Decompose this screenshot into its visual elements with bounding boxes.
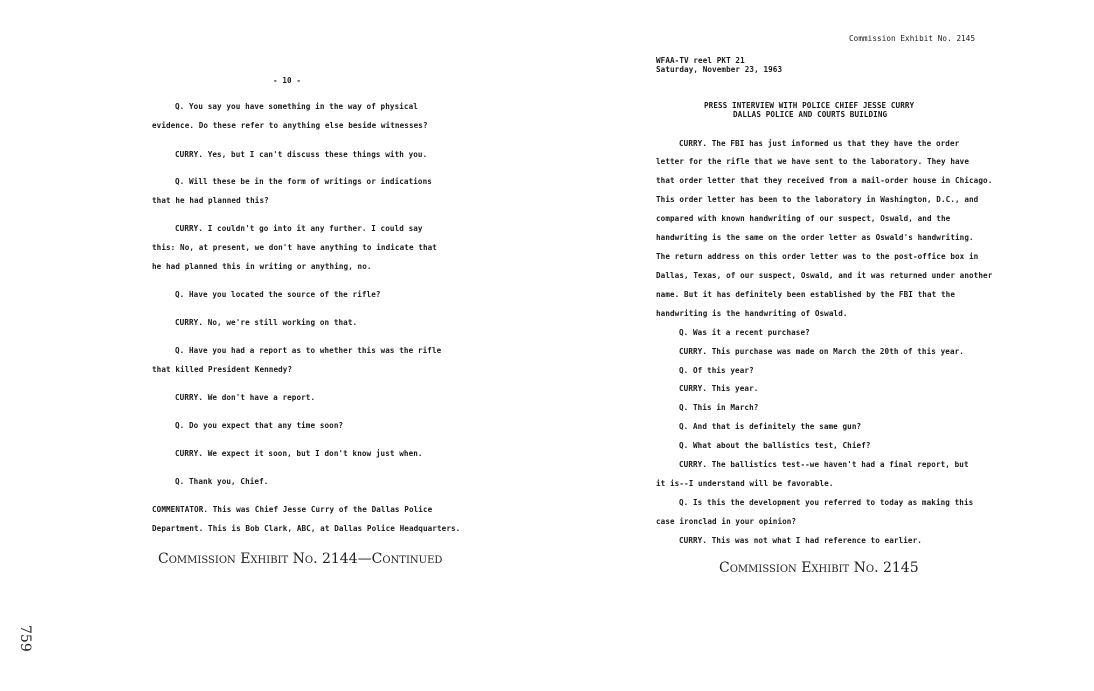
transcript-line: This order letter has been to the laboratory in Washington, D.C., and bbox=[656, 195, 979, 204]
exhibit-caption: Commission Exhibit No. 2145 bbox=[719, 560, 919, 576]
transcript-line: The return address on this order letter was to the post-office box in bbox=[656, 252, 979, 261]
transcript-line: compared with known handwriting of our suspect, Oswald, and the bbox=[656, 214, 951, 223]
date-label: Saturday, November 23, 1963 bbox=[656, 65, 783, 74]
transcript-line: Q. Thank you, Chief. bbox=[175, 477, 269, 486]
transcript-line: CURRY. We expect it soon, but I don't know just when. bbox=[175, 449, 423, 458]
right-page bbox=[547, 0, 1094, 691]
transcript-line: Q. Of this year? bbox=[679, 366, 754, 375]
transcript-line: CURRY. This purchase was made on March the 20th of this year. bbox=[679, 347, 964, 356]
transcript-line: Dallas, Texas, of our suspect, Oswald, and it was returned under another bbox=[656, 271, 993, 280]
transcript-line: it is--I understand will be favorable. bbox=[656, 479, 834, 488]
exhibit-label: Commission Exhibit No. 2145 bbox=[849, 34, 976, 43]
exhibit-caption: Commission Exhibit No. 2144—Continued bbox=[158, 551, 443, 567]
transcript-line: Department. This is Bob Clark, ABC, at Dallas Police Headquarters. bbox=[152, 524, 461, 533]
transcript-line: evidence. Do these refer to anything else beside witnesses? bbox=[152, 121, 428, 130]
transcript-line: Q. Have you located the source of the rifle? bbox=[175, 290, 381, 299]
transcript-line: CURRY. This was not what I had reference to earlier. bbox=[679, 536, 922, 545]
transcript-line: CURRY. We don't have a report. bbox=[175, 393, 316, 402]
transcript-line: Q. Is this the development you referred to today as making this bbox=[679, 498, 974, 507]
transcript-line: CURRY. This year. bbox=[679, 384, 759, 393]
transcript-line: handwriting is the handwriting of Oswald. bbox=[656, 309, 848, 318]
transcript-line: CURRY. The FBI has just informed us that they have the order bbox=[679, 139, 960, 148]
page-number: - 10 - bbox=[273, 76, 302, 85]
transcript-line: Q. You say you have something in the way of physical bbox=[175, 102, 418, 111]
transcript-line: CURRY. The ballistics test--we haven't had a final report, but bbox=[679, 460, 969, 469]
transcript-line: this: No, at present, we don't have anything to indicate that bbox=[152, 243, 437, 252]
transcript-line: CURRY. No, we're still working on that. bbox=[175, 318, 358, 327]
subheading: DALLAS POLICE AND COURTS BUILDING bbox=[733, 110, 888, 119]
transcript-line: Q. Have you had a report as to whether this was the rifle bbox=[175, 346, 442, 355]
folio-page-number: 759 bbox=[17, 625, 33, 652]
transcript-line: that killed President Kennedy? bbox=[152, 365, 293, 374]
transcript-line: Q. Will these be in the form of writings or indications bbox=[175, 177, 432, 186]
transcript-line: Q. Was it a recent purchase? bbox=[679, 328, 810, 337]
transcript-line: Q. What about the ballistics test, Chief? bbox=[679, 441, 871, 450]
transcript-line: CURRY. I couldn't go into it any further. I could say bbox=[175, 224, 423, 233]
transcript-line: that he had planned this? bbox=[152, 196, 269, 205]
transcript-line: CURRY. Yes, but I can't discuss these things with you. bbox=[175, 150, 428, 159]
transcript-line: COMMENTATOR. This was Chief Jesse Curry of the Dallas Police bbox=[152, 505, 433, 514]
transcript-line: Q. Do you expect that any time soon? bbox=[175, 421, 344, 430]
transcript-line: letter for the rifle that we have sent to the laboratory. They have bbox=[656, 157, 970, 166]
transcript-line: that order letter that they received from a mail-order house in Chicago. bbox=[656, 176, 993, 185]
transcript-line: handwriting is the same on the order letter as Oswald's handwriting. bbox=[656, 233, 974, 242]
transcript-line: name. But it has definitely been established by the FBI that the bbox=[656, 290, 955, 299]
transcript-line: case ironclad in your opinion? bbox=[656, 517, 797, 526]
transcript-line: Q. This in March? bbox=[679, 403, 759, 412]
heading: PRESS INTERVIEW WITH POLICE CHIEF JESSE CURRY bbox=[704, 101, 915, 110]
reel-label: WFAA-TV reel PKT 21 bbox=[656, 56, 745, 65]
transcript-line: Q. And that is definitely the same gun? bbox=[679, 422, 862, 431]
transcript-line: he had planned this in writing or anything, no. bbox=[152, 262, 372, 271]
